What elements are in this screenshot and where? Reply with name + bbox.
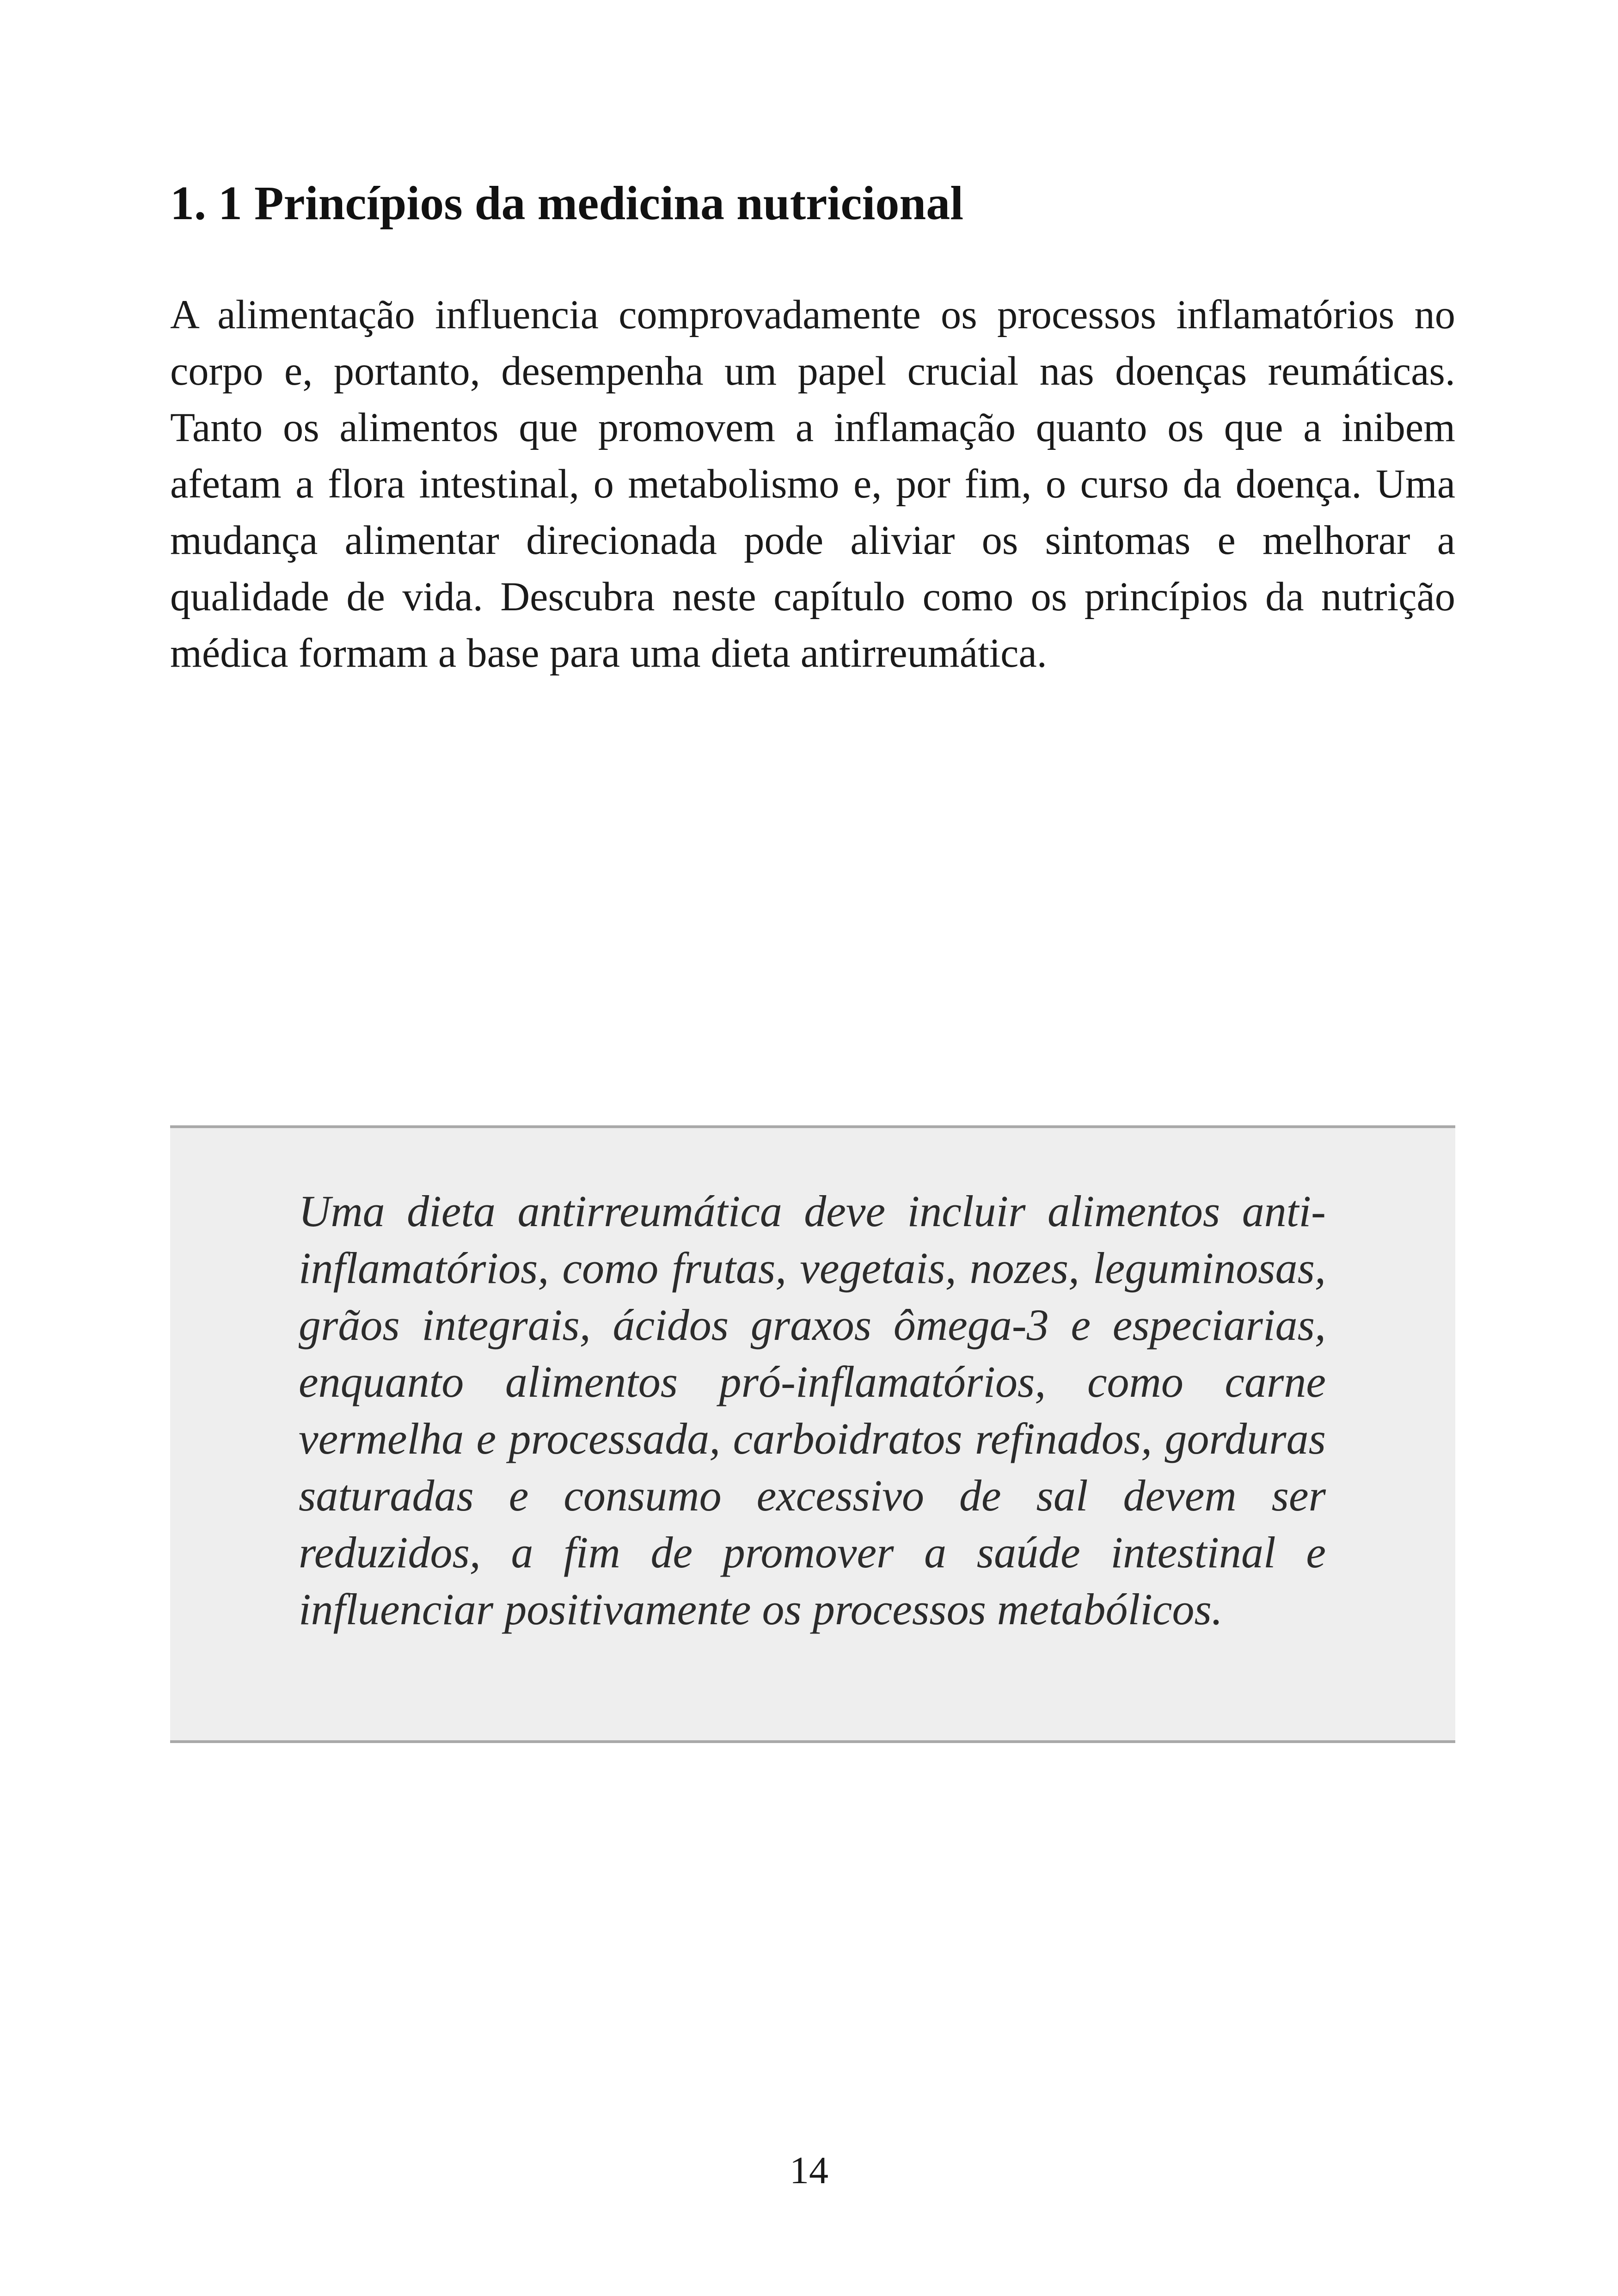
section-heading: 1. 1 Princípios da medicina nutricional	[170, 177, 964, 230]
callout-box	[170, 1125, 1455, 1743]
callout-text: Uma dieta antirreumática deve incluir alimentos anti-inflamatórios, como frutas, vegetais, nozes, leguminosas, grãos integrais, ácidos graxos ômega-3 e especiarias, enquanto alimentos pró-inflamatórios, como carne vermelha e processada, carboidratos refinados, gorduras saturadas e consumo excessivo de sal devem ser reduzidos, a fim de promover a saúde intestinal e influenciar positivamente os processos metabólicos.	[299, 1186, 1326, 1634]
page-number: 14	[790, 2149, 828, 2192]
intro-paragraph: A alimentação influencia comprovadamente os processos inflamatórios no corpo e, portanto, desempenha um papel crucial nas doenças reumáticas. Tanto os alimentos que promovem a inflamação quanto os que a inibem afetam a flora intestinal, o metabolismo e, por fim, o curso da doença. Uma mudança alimentar direcionada pode aliviar os sintomas e melhorar a qualidade de vida. Descubra neste capítulo como os princípios da nutrição médica formam a base para uma dieta antirreumática.	[170, 292, 1455, 676]
